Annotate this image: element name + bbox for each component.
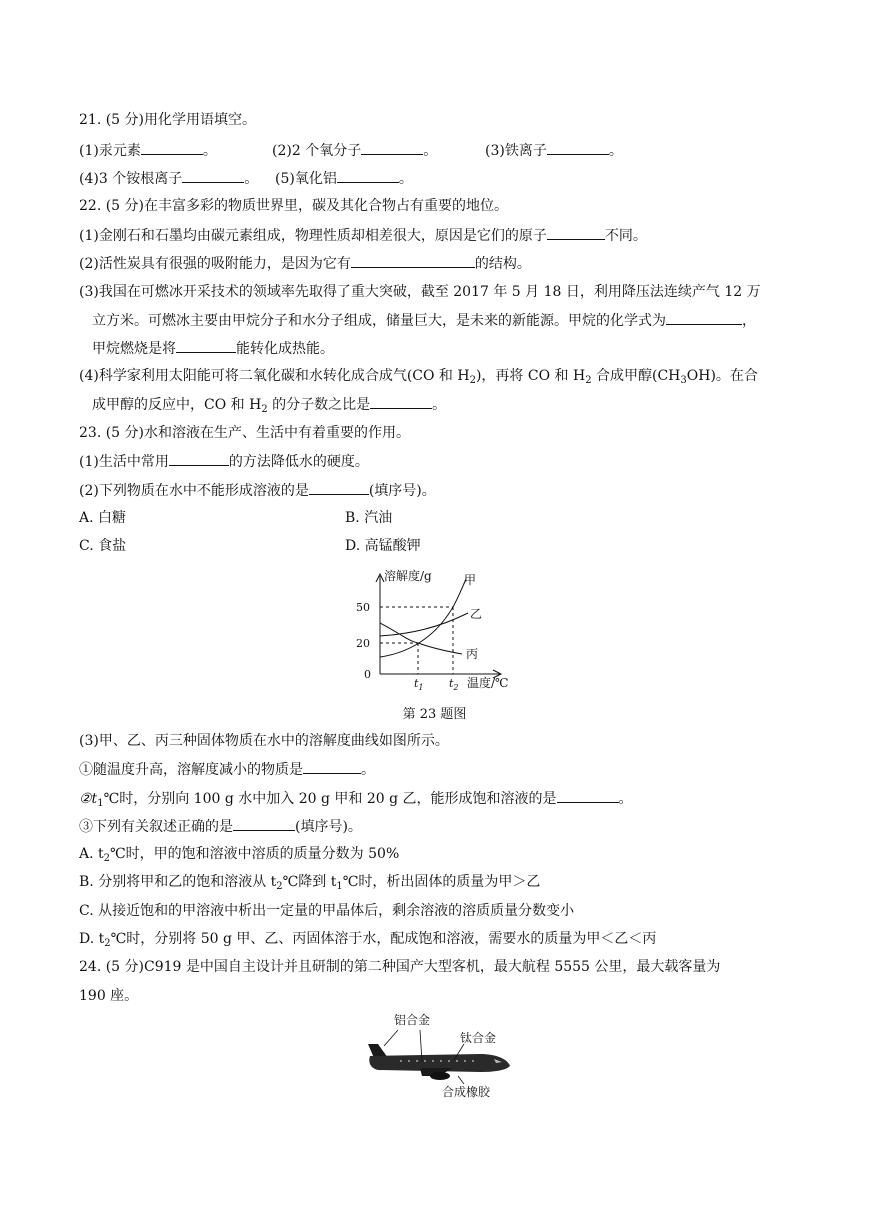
- q22-part3-line2: 立方米。可燃冰主要由甲烷分子和水分子组成，储量巨大，是未来的新能源。甲烷的化学式为 ，: [92, 310, 756, 331]
- airplane-figure: [360, 1010, 520, 1102]
- q21-title: 21. (5 分)用化学用语填空。: [79, 112, 256, 128]
- q23-sub3: ③下列有关叙述正确的是 (填序号)。: [79, 816, 362, 837]
- q22-part1: (1)金刚石和石墨均由碳元素组成，物理性质却相差很大，原因是它们的原子 不同。: [79, 225, 647, 246]
- q23-sub1: ①随温度升高，溶解度减小的物质是 。: [79, 759, 375, 780]
- q21-item4: (4)3 个铵根离子 。: [79, 171, 258, 187]
- curve-bing: [380, 623, 462, 654]
- q21-row2: [79, 168, 779, 189]
- y-axis-label: 溶解度/g: [384, 569, 432, 583]
- x-tick-t2: $t_2$: [449, 677, 459, 692]
- q23-part1: (1)生活中常用 的方法降低水的硬度。: [79, 451, 369, 472]
- q23-option-c: C. 食盐: [79, 538, 127, 554]
- solubility-curve-figure: [350, 568, 520, 693]
- q23-choice-a: A. $t_2℃$时，甲的饱和溶液中溶质的质量分数为 50%: [79, 846, 400, 864]
- q24-line2: 190 座。: [79, 988, 139, 1004]
- airplane-icon: [368, 1044, 510, 1080]
- q21-row1: [79, 140, 779, 161]
- q23-part2: (2)下列物质在水中不能形成溶液的是 (填序号)。: [79, 480, 436, 501]
- q22-part4-line2: 成甲醇的反应中，CO 和 $H_2$ 的分子数之比是 。: [92, 394, 446, 415]
- q21-item1: (1)汞元素 。: [79, 143, 217, 159]
- y-tick-20: 20: [356, 637, 370, 650]
- q23-title: 23. (5 分)水和溶液在生产、生活中有着重要的作用。: [79, 425, 410, 441]
- q21-item3: (3)铁离子 。: [485, 140, 623, 161]
- pointer-aluminium: [384, 1030, 398, 1046]
- label-yi: 乙: [470, 607, 483, 621]
- q23-sub2: $②t_1℃$时，分别向 100 g 水中加入 20 g 甲和 20 g 乙，能形成饱和溶液的是 。: [79, 788, 633, 809]
- label-bing: 丙: [466, 647, 479, 661]
- q22-part4-line1: (4)科学家利用太阳能可将二氧化碳和水转化成合成气(CO 和 $H_2$)，再将 CO 和 $H_2$ 合成甲醇$(CH_3OH)$。在合: [79, 368, 758, 386]
- label-jia: 甲: [464, 573, 477, 587]
- curve-yi: [380, 613, 468, 636]
- q23-choice-b: B. 分别将甲和乙的饱和溶液从 $t_2℃$降到 $t_1℃$时，析出固体的质量为甲＞乙: [79, 874, 541, 892]
- q23-choice-d: D. $t_2℃$时，分别将 50 g 甲、乙、丙固体溶于水，配成饱和溶液，需要水的质量为甲＜乙＜丙: [79, 931, 657, 949]
- q23-options-row2: [79, 536, 579, 556]
- figure-caption: 第 23 题图: [402, 707, 467, 722]
- y-tick-50: 50: [356, 601, 370, 614]
- origin-label: 0: [364, 668, 371, 681]
- q22-part3-line3: 甲烷燃烧是将 能转化成热能。: [92, 338, 334, 359]
- q23-part3: (3)甲、乙、丙三种固体物质在水中的溶解度曲线如图所示。: [79, 733, 449, 749]
- q23-options-row1: [79, 508, 579, 528]
- q23-choice-c: C. 从接近饱和的甲溶液中析出一定量的甲晶体后，剩余溶液的溶质质量分数变小: [79, 903, 575, 919]
- q24-line1: 24. (5 分)C919 是中国自主设计并且研制的第二种国产大型客机，最大航程 5555 公里，最大载客量为: [79, 959, 721, 975]
- label-synthetic-rubber: 合成橡胶: [442, 1085, 491, 1099]
- q22-part2: (2)活性炭具有很强的吸附能力，是因为它有 的结构。: [79, 253, 531, 274]
- q22-title: 22. (5 分)在丰富多彩的物质世界里，碳及其化合物占有重要的地位。: [79, 198, 508, 214]
- label-aluminium-alloy: 铝合金: [394, 1013, 431, 1027]
- pointer-rubber: [458, 1076, 464, 1084]
- q21-item2: (2)2 个氧分子 。: [272, 140, 437, 161]
- label-titanium-alloy: 钛合金: [460, 1031, 497, 1045]
- x-axis-label: 温度/℃: [467, 676, 509, 690]
- q23-option-b: B. 汽油: [345, 510, 393, 526]
- q23-option-a: A. 白糖: [79, 510, 127, 526]
- q23-option-d: D. 高锰酸钾: [345, 538, 421, 554]
- x-tick-t1: $t_1$: [414, 677, 424, 692]
- q22-part3-line1: (3)我国在可燃冰开采技术的领域率先取得了重大突破，截至 2017 年 5 月 18 日，利用降压法连续产气 12 万: [79, 284, 761, 300]
- q21-item5: (5)氧化铝 。: [275, 168, 413, 189]
